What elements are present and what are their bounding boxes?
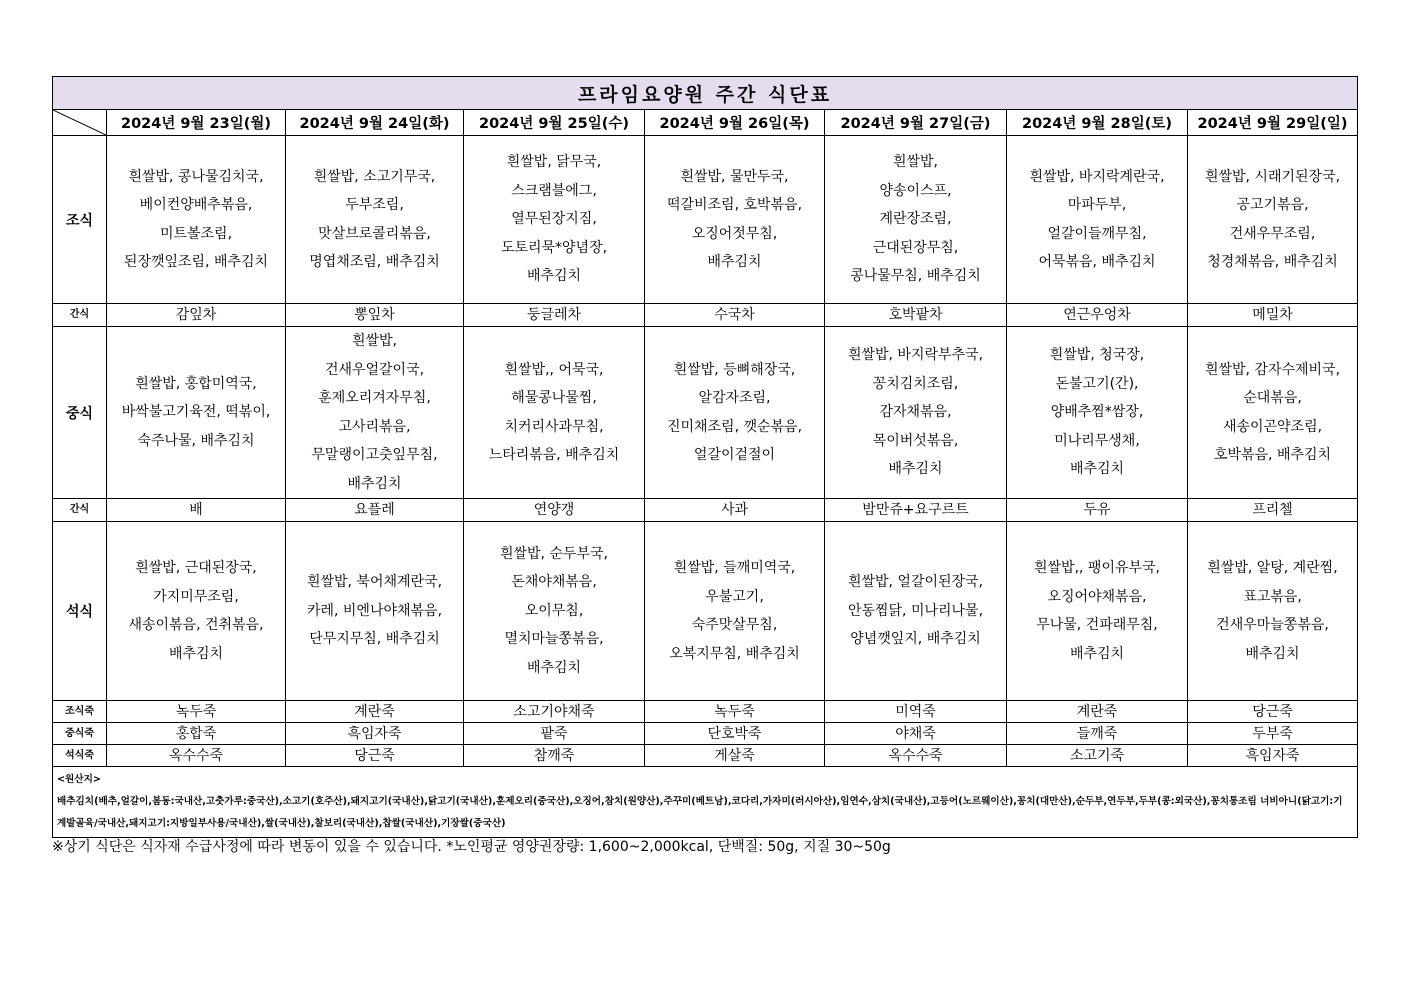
date-header: 2024년 9월 29일(일) [1188, 110, 1358, 136]
menu-item-line: 베이컨양배추볶음, [139, 197, 253, 213]
porridge-cell: 단호박죽 [645, 723, 825, 745]
porridge-cell: 게살죽 [645, 745, 825, 767]
menu-item-line: 양배추찜*쌈장, [1050, 404, 1144, 421]
porridge-cell: 들깨죽 [1007, 723, 1188, 745]
menu-item-line: 우불고기, [705, 588, 764, 605]
dinner-cell [107, 522, 286, 701]
snack-cell: 수국차 [645, 304, 825, 327]
menu-item-line: 단무지무침, 배추김치 [309, 631, 440, 648]
menu-item-line: 건새우마늘쫑볶음, [1216, 617, 1329, 633]
menu-item-line: 돈불고기(간), [1055, 375, 1139, 392]
origin-title: <원산지> [57, 774, 101, 785]
menu-item-line: 오복지무침, 배추김치 [669, 645, 800, 662]
menu-item-line: 된장깻잎조림, 배추김치 [123, 254, 269, 270]
lunch-cell [286, 327, 464, 499]
dinner-cell [645, 522, 825, 701]
menu-item-line: 흰쌀밥, 홍합미역국, [135, 375, 257, 392]
menu-item-line: 흰쌀밥, 북어채계란국, [306, 574, 443, 591]
menu-item-line: 흰쌀밥, 근대된장국, [135, 560, 257, 576]
snack-cell: 연근우엉차 [1007, 304, 1188, 327]
menu-item-line: 배추김치 [707, 254, 762, 270]
menu-item-line: 순대볶음, [1243, 390, 1302, 406]
dinner-cell [825, 522, 1007, 701]
snack-cell: 요플레 [286, 499, 464, 522]
menu-item-line: 흰쌀밥, 감자수제비국, [1204, 361, 1341, 378]
corner-cell [53, 110, 107, 136]
menu-title: 프라임요양원 주간 식단표 [53, 77, 1358, 110]
breakfast-cell [1188, 136, 1358, 304]
dinner-cell [1007, 522, 1188, 701]
menu-item-line: 건새우얼갈이국, [324, 361, 425, 378]
menu-item-line: 배추김치 [526, 268, 582, 285]
menu-item-line: 카레, 비엔나야채볶음, [306, 602, 443, 619]
porridge-cell: 계란죽 [286, 701, 464, 723]
porridge-cell: 흑임자죽 [286, 723, 464, 745]
origin-info [53, 767, 1358, 838]
row-label-porridge-dinner: 석식죽 [53, 745, 107, 767]
menu-item-line: 오이무침, [524, 602, 584, 619]
porridge-cell: 당근죽 [286, 745, 464, 767]
porridge-cell: 당근죽 [1188, 701, 1358, 723]
breakfast-cell [286, 136, 464, 304]
menu-item-line: 배추김치 [347, 475, 402, 492]
menu-item-line: 미나리무생채, [1054, 432, 1140, 449]
menu-item-line: 감자채볶음, [879, 404, 952, 421]
menu-item-line: 배추김치 [168, 645, 224, 662]
snack-cell: 뽕잎차 [286, 304, 464, 327]
lunch-cell [1188, 327, 1358, 499]
snack-cell: 메밀차 [1188, 304, 1358, 327]
menu-item-line: 흰쌀밥, [892, 154, 939, 171]
menu-item-line: 안동찜닭, 미나리나물, [847, 602, 984, 619]
porridge-cell: 소고기야채죽 [464, 701, 645, 723]
snack-cell: 둥글레차 [464, 304, 645, 327]
menu-item-line: 흰쌀밥, 얼갈이된장국, [847, 574, 984, 591]
date-header: 2024년 9월 24일(화) [286, 110, 464, 136]
date-header: 2024년 9월 25일(수) [464, 110, 645, 136]
origin-text: 배추김치(배추,얼갈이,봄동:국내산,고춧가루:중국산),소고기(호주산),돼지고기(국내산),닭고기(국내산),훈제오리(중국산),오징어,참치(원양산),주꾸미(베트남),코다리,가자미(러시아산),임연수,삼치(국내산),고등어(노르웨이산),꽁치(대만산),순두부,연두부,두부(콩:외국산),꽁치통조림 너비아니(닭고기:기계발골육/국내산,돼지고기:지방일부사용/국내산),쌀(국내산),찰보리(국내산),찹쌀(국내산),기장쌀(중국산) [57, 796, 1343, 829]
porridge-cell: 팥죽 [464, 723, 645, 745]
menu-item-line: 돈채야채볶음, [511, 574, 597, 591]
porridge-cell: 미역죽 [825, 701, 1007, 723]
menu-item-line: 바싹불고기육전, 떡볶이, [121, 404, 271, 421]
menu-item-line: 알감자조림, [698, 390, 771, 406]
menu-item-line: 배추김치 [1245, 645, 1300, 662]
menu-item-line: 마파두부, [1067, 197, 1127, 213]
menu-item-line: 새송이볶음, 건취볶음, [128, 617, 264, 633]
breakfast-cell [825, 136, 1007, 304]
menu-item-line: 흰쌀밥, [351, 333, 398, 349]
menu-item-line: 어묵볶음, 배추김치 [1038, 254, 1156, 270]
menu-item-line: 흰쌀밥, 닭무국, [506, 154, 602, 171]
porridge-cell: 녹두죽 [107, 701, 286, 723]
dinner-cell [1188, 522, 1358, 701]
snack-cell: 두유 [1007, 499, 1188, 522]
menu-item-line: 해물콩나물찜, [511, 390, 597, 406]
porridge-cell: 녹두죽 [645, 701, 825, 723]
menu-item-line: 흰쌀밥, 순두부국, [499, 545, 609, 562]
snack-cell: 사과 [645, 499, 825, 522]
breakfast-cell [107, 136, 286, 304]
menu-item-line: 흰쌀밥, 들깨미역국, [673, 560, 796, 576]
row-label-lunch: 중식 [53, 327, 107, 499]
menu-item-line: 떡갈비조림, 호박볶음, [666, 197, 803, 213]
porridge-cell: 옥수수죽 [825, 745, 1007, 767]
menu-item-line: 멸치마늘쫑볶음, [504, 631, 604, 648]
menu-item-line: 고사리볶음, [338, 418, 411, 435]
date-header: 2024년 9월 27일(금) [825, 110, 1007, 136]
porridge-cell: 참깨죽 [464, 745, 645, 767]
dinner-cell [286, 522, 464, 701]
menu-item-line: 청경채볶음, 배추김치 [1207, 254, 1338, 270]
breakfast-cell [464, 136, 645, 304]
menu-item-line: 흰쌀밥, 바지락부추국, [847, 347, 984, 364]
menu-item-line: 두부조림, [345, 197, 404, 213]
footnote: ※상기 식단은 식자재 수급사정에 따라 변동이 있을 수 있습니다. *노인평균 영양권장량: 1,600~2,000kcal, 단백질: 50g, 지질 30~50g [52, 839, 891, 855]
menu-item-line: 계란장조림, [879, 211, 952, 228]
menu-item-line: 흰쌀밥, 소고기무국, [313, 168, 436, 185]
menu-item-line: 오징어야채볶음, [1047, 588, 1147, 605]
diagonal-line [53, 110, 106, 135]
date-header: 2024년 9월 26일(목) [645, 110, 825, 136]
menu-item-line: 숙주맛살무침, [691, 617, 778, 633]
menu-item-line: 콩나물무침, 배추김치 [850, 268, 981, 285]
menu-item-line: 호박볶음, 배추김치 [1213, 447, 1332, 463]
porridge-cell: 옥수수죽 [107, 745, 286, 767]
porridge-cell: 야채죽 [825, 723, 1007, 745]
dinner-cell [464, 522, 645, 701]
date-header: 2024년 9월 28일(토) [1007, 110, 1188, 136]
menu-item-line: 오징어젓무침, [691, 225, 778, 242]
date-header: 2024년 9월 23일(월) [107, 110, 286, 136]
menu-item-line: 흰쌀밥, 알탕, 계란찜, [1207, 560, 1338, 576]
menu-item-line: 열무된장지짐, [511, 211, 597, 228]
menu-item-line: 진미채조림, 깻순볶음, [666, 418, 803, 435]
menu-item-line: 목이버섯볶음, [872, 432, 959, 449]
menu-item-line: 흰쌀밥,, 팽이유부국, [1034, 560, 1160, 576]
menu-item-line: 흰쌀밥, 물만두국, [680, 168, 789, 185]
menu-item-line: 흰쌀밥, 바지락계란국, [1029, 168, 1165, 185]
menu-item-line: 배추김치 [888, 461, 943, 478]
row-label-dinner: 석식 [53, 522, 107, 701]
menu-item-line: 느타리볶음, 배추김치 [488, 447, 620, 463]
menu-item-line: 배추김치 [1069, 461, 1125, 478]
menu-item-line: 맛살브로콜리볶음, [318, 225, 431, 242]
menu-item-line: 무말랭이고춧잎무침, [311, 447, 438, 463]
menu-item-line: 숙주나물, 배추김치 [137, 432, 255, 449]
row-label-snack-am: 간식 [53, 304, 107, 327]
breakfast-cell [1007, 136, 1188, 304]
menu-item-line: 훈제오리겨자무침, [318, 390, 431, 406]
breakfast-cell [645, 136, 825, 304]
row-label-breakfast: 조식 [53, 136, 107, 304]
menu-item-line: 얼갈이겉절이 [693, 447, 776, 463]
snack-cell: 배 [107, 499, 286, 522]
menu-item-line: 양송이스프, [879, 182, 952, 199]
menu-item-line: 가지미무조림, [153, 588, 239, 605]
porridge-cell: 계란죽 [1007, 701, 1188, 723]
menu-item-line: 배추김치 [1069, 645, 1125, 662]
snack-cell: 밤만쥬+요구르트 [825, 499, 1007, 522]
menu-item-line: 새송이곤약조림, [1222, 418, 1323, 435]
menu-item-line: 흰쌀밥, 등뼈해장국, [673, 361, 796, 378]
lunch-cell [107, 327, 286, 499]
menu-item-line: 배추김치 [526, 659, 582, 676]
snack-cell: 감잎차 [107, 304, 286, 327]
snack-cell: 호박팥차 [825, 304, 1007, 327]
menu-item-line: 치커리사과무침, [504, 418, 604, 435]
row-label-snack-pm: 간식 [53, 499, 107, 522]
snack-cell: 프리첼 [1188, 499, 1358, 522]
menu-item-line: 흰쌀밥,, 어묵국, [504, 361, 604, 378]
menu-item-line: 미트볼조림, [159, 225, 233, 242]
menu-item-line: 근대된장무침, [872, 239, 959, 256]
menu-item-line: 양념깻잎지, 배추김치 [850, 631, 981, 648]
menu-item-line: 명엽채조림, 배추김치 [309, 254, 440, 270]
lunch-cell [1007, 327, 1188, 499]
porridge-cell: 홍합죽 [107, 723, 286, 745]
lunch-cell [645, 327, 825, 499]
lunch-cell [464, 327, 645, 499]
menu-item-line: 얼갈이들깨무침, [1047, 225, 1147, 242]
row-label-porridge-lunch: 중식죽 [53, 723, 107, 745]
menu-item-line: 무나물, 건파래무침, [1036, 617, 1158, 633]
menu-item-line: 흰쌀밥, 콩나물김치국, [128, 168, 264, 185]
menu-item-line: 꽁치김치조림, [872, 375, 959, 392]
menu-item-line: 흰쌀밥, 시래기된장국, [1204, 168, 1341, 185]
menu-item-line: 표고볶음, [1243, 588, 1302, 605]
porridge-cell: 소고기죽 [1007, 745, 1188, 767]
porridge-cell: 두부죽 [1188, 723, 1358, 745]
snack-cell: 연양갱 [464, 499, 645, 522]
porridge-cell: 흑임자죽 [1188, 745, 1358, 767]
lunch-cell [825, 327, 1007, 499]
row-label-porridge-breakfast: 조식죽 [53, 701, 107, 723]
menu-item-line: 흰쌀밥, 청국장, [1049, 347, 1145, 364]
menu-item-line: 공고기볶음, [1236, 197, 1309, 213]
menu-item-line: 건새우무조림, [1229, 225, 1316, 242]
menu-item-line: 스크램블에그, [511, 182, 597, 199]
menu-item-line: 도토리묵*양념장, [500, 239, 608, 256]
weekly-menu-table [52, 76, 1358, 838]
